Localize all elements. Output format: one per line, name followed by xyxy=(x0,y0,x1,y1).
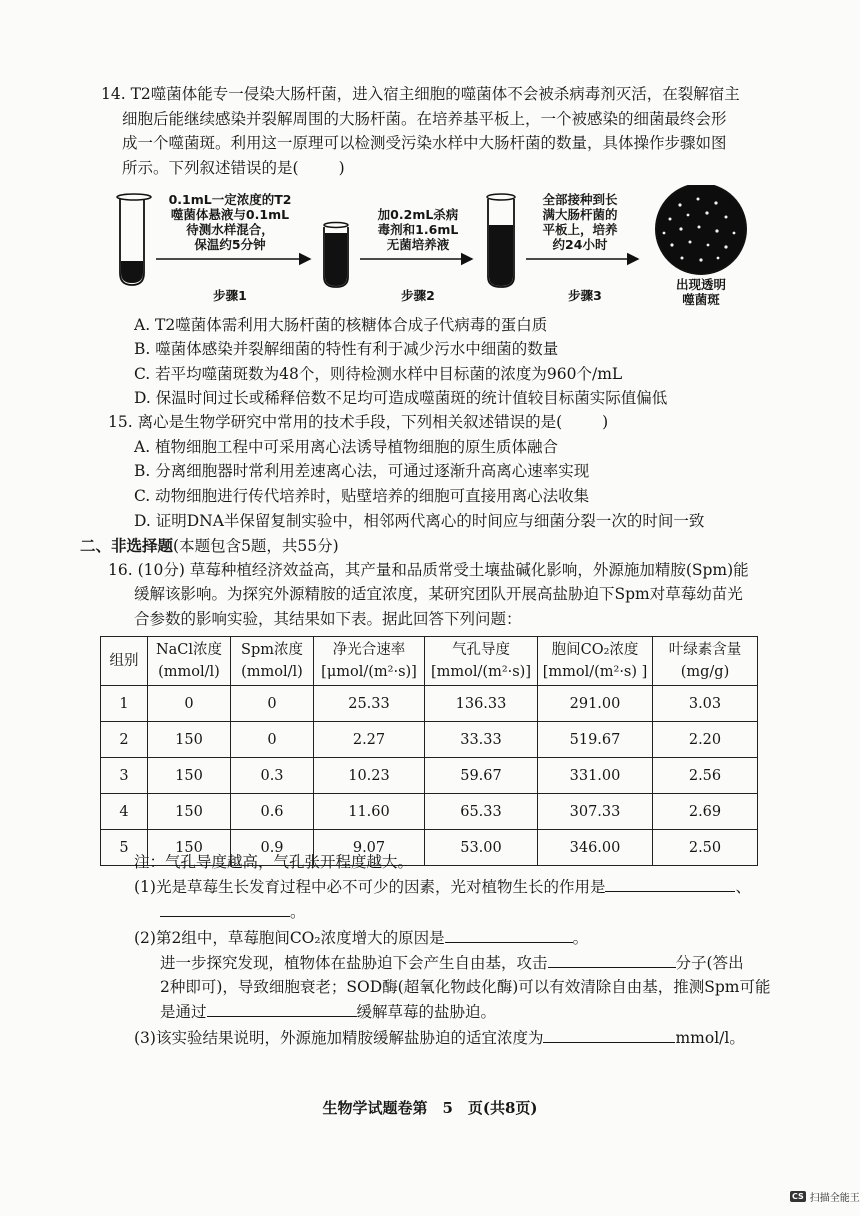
table-cell: 3 xyxy=(101,758,148,794)
scanner-watermark xyxy=(790,1189,860,1204)
header-nacl: NaCl浓度 (mmol/l) xyxy=(148,637,231,686)
q16-stem-line-1: 16. (10分) 草莓种植经济效益高，其产量和品质常受土壤盐碱化影响，外源施加精胺(Spm)能 xyxy=(108,561,749,579)
table-cell: 2.27 xyxy=(314,722,425,758)
table-cell: 0 xyxy=(148,686,231,722)
section2-title: 二、非选择题 xyxy=(80,536,174,555)
q14-stem-line-1: 14. T2噬菌体能专一侵染大肠杆菌，进入宿主细胞的噬菌体不会被杀病毒剂灭活，在裂解宿主 xyxy=(101,85,740,103)
answer-blank-3[interactable] xyxy=(445,926,573,943)
table-cell: 9.07 xyxy=(314,830,425,866)
q14-option-d: D. 保温时间过长或稀释倍数不足均可造成噬菌斑的统计值较目标菌实际值偏低 xyxy=(134,389,668,407)
step3-description: 全部接种到长 满大肠杆菌的 平板上，培养 约24小时 xyxy=(542,192,618,252)
header-group: 组别 xyxy=(101,637,148,686)
table-cell: 2.56 xyxy=(653,758,758,794)
result-label: 出现透明 噬菌斑 xyxy=(675,277,726,307)
table-cell: 0.9 xyxy=(231,830,314,866)
table-cell: 2.69 xyxy=(653,794,758,830)
q14-stem-line-2: 细胞后能继续感染并裂解周围的大肠杆菌。在培养基平板上，一个被感染的细菌最终会形 xyxy=(122,110,727,128)
answer-blank-1[interactable] xyxy=(605,875,735,892)
answer-blank-6[interactable] xyxy=(543,1026,675,1043)
camscanner-icon: CS xyxy=(792,1192,804,1201)
table-cell: 2 xyxy=(101,722,148,758)
table-cell: 25.33 xyxy=(314,686,425,722)
q14-option-a: A. T2噬菌体需利用大肠杆菌的核糖体合成子代病毒的蛋白质 xyxy=(134,316,548,334)
q16-part1-line1: (1)光是草莓生长发育过程中必不可少的因素，光对植物生长的作用是 、 xyxy=(134,875,751,899)
table-cell: 53.00 xyxy=(425,830,538,866)
results-table xyxy=(100,636,758,866)
table-cell: 150 xyxy=(148,830,231,866)
q16-part2-line1: (2)第2组中，草莓胞间CO₂浓度增大的原因是 。 xyxy=(134,926,588,950)
table-row xyxy=(101,722,758,758)
q16-stem-line-3: 合参数的影响实验，其结果如下表。据此回答下列问题： xyxy=(134,610,522,628)
q14-option-c: C. 若平均噬菌斑数为48个，则待检测水样中目标菌的浓度为960个/mL xyxy=(134,365,623,383)
table-cell: 11.60 xyxy=(314,794,425,830)
table-cell: 10.23 xyxy=(314,758,425,794)
header-stomatal-conductance: 气孔导度 [mmol/(m²·s)] xyxy=(425,637,538,686)
q14-stem-text: 所示。下列叙述错误的是( xyxy=(122,159,299,177)
scanner-label: 扫描全能王 xyxy=(809,1193,860,1204)
header-chlorophyll: 叶绿素含量 (mg/g) xyxy=(653,637,758,686)
q16-part2-line3: 2种即可)，导致细胞衰老；SOD酶(超氧化物歧化酶)可以有效清除自由基，推测Spm可能 xyxy=(160,978,771,996)
q14-option-b: B. 噬菌体感染并裂解细菌的特性有利于减少污水中细菌的数量 xyxy=(134,340,559,358)
table-cell: 0.6 xyxy=(231,794,314,830)
table-cell: 1 xyxy=(101,686,148,722)
table-cell: 346.00 xyxy=(538,830,653,866)
q16-part3: (3)该实验结果说明，外源施加精胺缓解盐胁迫的适宜浓度为 mmol/l。 xyxy=(134,1026,745,1050)
answer-blank-2[interactable] xyxy=(160,900,290,917)
table-cell: 0 xyxy=(231,686,314,722)
table-cell: 0.3 xyxy=(231,758,314,794)
header-intercellular-co2: 胞间CO₂浓度 [mmol/(m²·s) ] xyxy=(538,637,653,686)
q16-part1-line2: 。 xyxy=(160,900,306,924)
page-footer: 生物学试题卷第 5 页(共8页) xyxy=(322,1099,538,1117)
table-cell: 0 xyxy=(231,722,314,758)
table-row xyxy=(101,758,758,794)
table-cell: 291.00 xyxy=(538,686,653,722)
petri-plate-icon xyxy=(656,185,746,274)
test-tube-1-icon xyxy=(117,194,151,285)
q14-stem-line-4 xyxy=(122,156,345,180)
q15-option-b: B. 分离细胞器时常利用差速离心法，可通过逐渐升高离心速率实现 xyxy=(134,462,590,480)
table-cell: 150 xyxy=(148,794,231,830)
table-row xyxy=(101,686,758,722)
phage-assay-figure xyxy=(110,185,770,310)
answer-blank-5[interactable] xyxy=(207,1000,357,1017)
table-cell: 519.67 xyxy=(538,722,653,758)
table-cell: 33.33 xyxy=(425,722,538,758)
q16-stem-line-2: 缓解该影响。为探究外源精胺的适宜浓度，某研究团队开展高盐胁迫下Spm对草莓幼苗光 xyxy=(134,585,743,603)
section2-note: (本题包含5题，共55分) xyxy=(173,537,339,555)
q15-close-paren: ) xyxy=(602,413,609,431)
step2-description: 加0.2mL杀病 毒剂和1.6mL 无菌培养液 xyxy=(377,207,459,252)
table-cell: 5 xyxy=(101,830,148,866)
table-cell: 2.50 xyxy=(653,830,758,866)
step3-label: 步骤3 xyxy=(568,288,602,303)
table-note: 注：气孔导度越高，气孔张开程度越大。 xyxy=(134,853,414,871)
table-cell: 4 xyxy=(101,794,148,830)
table-header-row xyxy=(101,637,758,686)
table-cell: 150 xyxy=(148,758,231,794)
table-cell: 331.00 xyxy=(538,758,653,794)
q15-option-c: C. 动物细胞进行传代培养时，贴壁培养的细胞可直接用离心法收集 xyxy=(134,487,590,505)
header-net-photosynthesis: 净光合速率 [μmol/(m²·s)] xyxy=(314,637,425,686)
table-cell: 136.33 xyxy=(425,686,538,722)
section2-heading xyxy=(80,534,339,558)
header-spm: Spm浓度 (mmol/l) xyxy=(231,637,314,686)
q16-part2-line4: 是通过 缓解草莓的盐胁迫。 xyxy=(160,1000,496,1024)
test-tube-2-icon xyxy=(324,223,348,288)
table-row xyxy=(101,794,758,830)
table-cell: 150 xyxy=(148,722,231,758)
table-cell: 307.33 xyxy=(538,794,653,830)
q15-option-d: D. 证明DNA半保留复制实验中，相邻两代离心的时间应与细菌分裂一次的时间一致 xyxy=(134,512,705,530)
test-tube-3-icon xyxy=(487,194,515,287)
q14-stem-line-3: 成一个噬菌斑。利用这一原理可以检测受污染水样中大肠杆菌的数量，具体操作步骤如图 xyxy=(122,134,727,152)
q15-stem: 15. 离心是生物学研究中常用的技术手段，下列相关叙述错误的是( ) xyxy=(108,413,609,431)
answer-blank-4[interactable] xyxy=(548,951,676,968)
table-cell: 2.20 xyxy=(653,722,758,758)
step1-label: 步骤1 xyxy=(213,288,247,303)
step2-label: 步骤2 xyxy=(401,288,435,303)
table-cell: 65.33 xyxy=(425,794,538,830)
table-cell: 3.03 xyxy=(653,686,758,722)
q15-option-a: A. 植物细胞工程中可采用离心法诱导植物细胞的原生质体融合 xyxy=(134,438,559,456)
step1-description: 0.1mL一定浓度的T2 噬菌体悬液与0.1mL 待测水样混合， 保温约5分钟 xyxy=(168,192,292,252)
q14-close-paren: ) xyxy=(338,159,345,177)
q16-part2-line2: 进一步探究发现，植物体在盐胁迫下会产生自由基，攻击 分子(答出 xyxy=(160,951,744,975)
table-cell: 59.67 xyxy=(425,758,538,794)
